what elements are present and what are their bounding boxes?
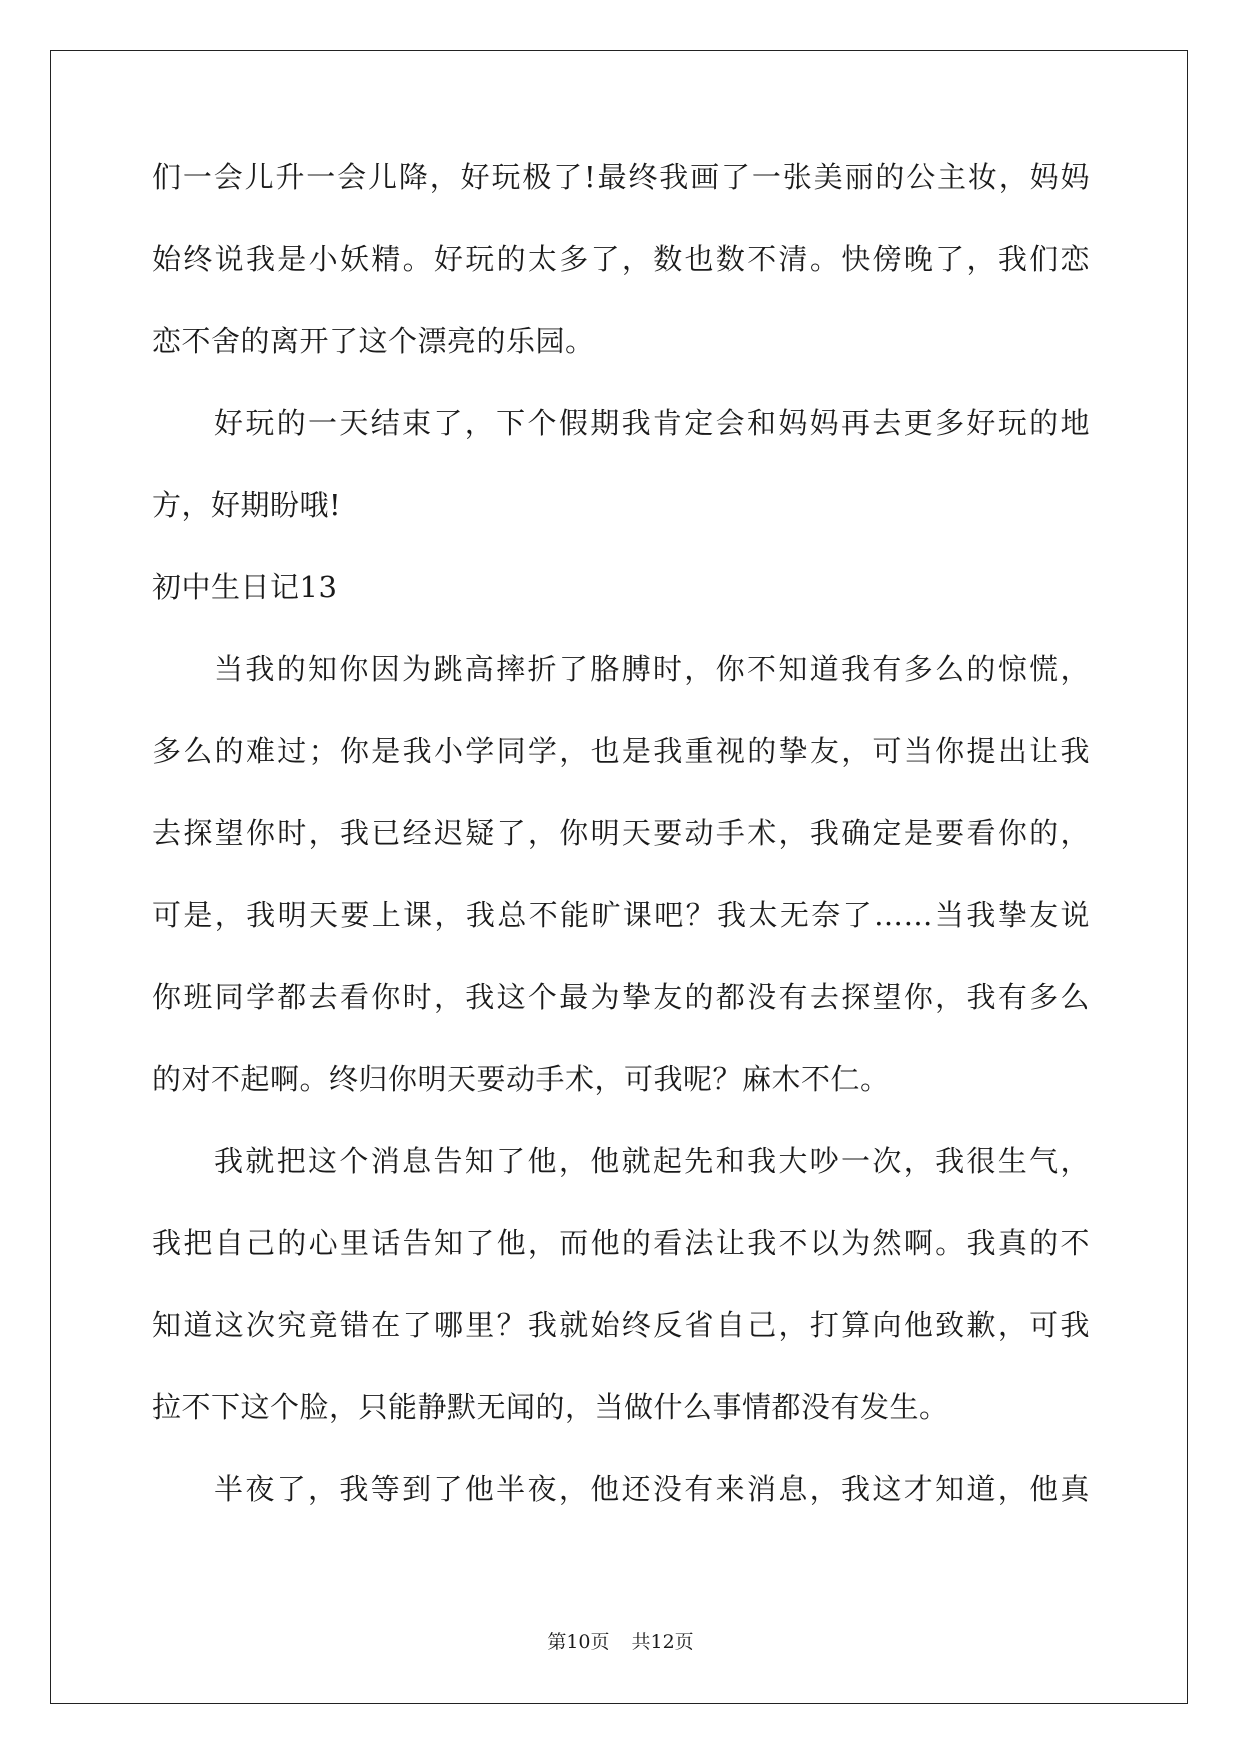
page-footer [0,1630,1241,1654]
text-line: 你班同学都去看你时，我这个最为挚友的都没有去探望你，我有多么 [152,980,1090,1014]
section-heading: 初中生日记13 [152,570,338,604]
text-line: 始终说我是小妖精。好玩的太多了，数也数不清。快傍晚了，我们恋 [152,242,1090,276]
page-total: 共12页 [631,1631,694,1653]
text-line: 多么的难过；你是我小学同学，也是我重视的挚友，可当你提出让我 [152,734,1090,768]
paragraph-first-line: 我就把这个消息告知了他，他就起先和我大吵一次，我很生气， [214,1144,1090,1178]
page-number: 第10页 [547,1631,610,1653]
paragraph-first-line: 当我的知你因为跳高摔折了胳膊时，你不知道我有多么的惊慌， [214,652,1090,686]
text-line: 去探望你时，我已经迟疑了，你明天要动手术，我确定是要看你的， [152,816,1090,850]
text-line: 恋不舍的离开了这个漂亮的乐园。 [152,324,595,358]
text-line: 方，好期盼哦! [152,488,342,522]
text-line: 的对不起啊。终归你明天要动手术，可我呢？麻木不仁。 [152,1062,890,1096]
text-line: 知道这次究竟错在了哪里？我就始终反省自己，打算向他致歉，可我 [152,1308,1090,1342]
text-line: 们一会儿升一会儿降，好玩极了!最终我画了一张美丽的公主妆，妈妈 [152,160,1090,194]
paragraph-first-line: 好玩的一天结束了，下个假期我肯定会和妈妈再去更多好玩的地 [214,406,1090,440]
document-body [152,160,1090,1554]
paragraph-first-line: 半夜了，我等到了他半夜，他还没有来消息，我这才知道，他真 [214,1472,1090,1506]
text-line: 可是，我明天要上课，我总不能旷课吧？我太无奈了……当我挚友说 [152,898,1090,932]
text-line: 拉不下这个脸，只能静默无闻的，当做什么事情都没有发生。 [152,1390,949,1424]
text-line: 我把自己的心里话告知了他，而他的看法让我不以为然啊。我真的不 [152,1226,1090,1260]
